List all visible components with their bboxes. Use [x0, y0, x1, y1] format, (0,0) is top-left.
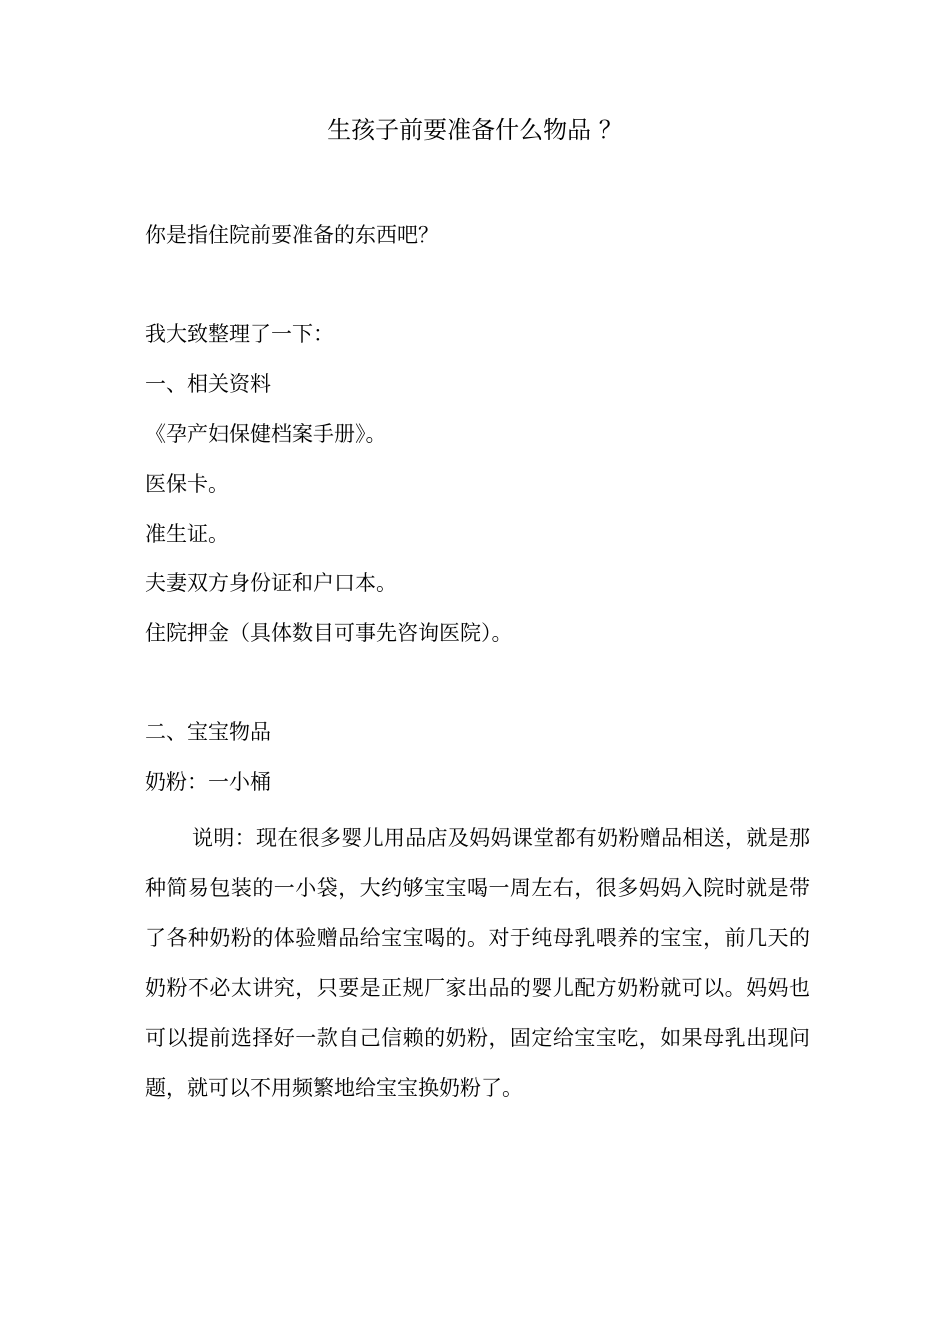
page-title: 生孩子前要准备什么物品 ？	[327, 116, 623, 144]
summary-text: 我大致整理了一下：	[145, 322, 334, 346]
list-item: 准生证。	[145, 522, 229, 546]
list-item: 夫妻双方身份证和户口本。	[145, 571, 397, 595]
list-item: 住院押金（具体数目可事先咨询医院）。	[145, 621, 513, 645]
section1-heading: 一、相关资料	[145, 372, 271, 396]
section2-item: 奶粉：一小桶	[145, 770, 271, 794]
list-item: 《孕产妇保健档案手册》。	[145, 422, 387, 446]
intro-text: 你是指住院前要准备的东西吧？	[145, 223, 439, 247]
list-item: 医保卡。	[145, 472, 229, 496]
section2-heading: 二、宝宝物品	[145, 720, 271, 744]
section2-note: 说明：现在很多婴儿用品店及妈妈课堂都有奶粉赠品相送，就是那种简易包装的一小袋，大约够宝宝喝一周左右，很多妈妈入院时就是带了各种奶粉的体验赠品给宝宝喝的。对于纯母乳喂养的宝宝，前几天的奶粉不必太讲究，只要是正规厂家出品的婴儿配方奶粉就可以。妈妈也可以提前选择好一款自己信赖的奶粉，固定给宝宝吃，如果母乳出现问题，就可以不用频繁地给宝宝换奶粉了。	[145, 826, 810, 1100]
